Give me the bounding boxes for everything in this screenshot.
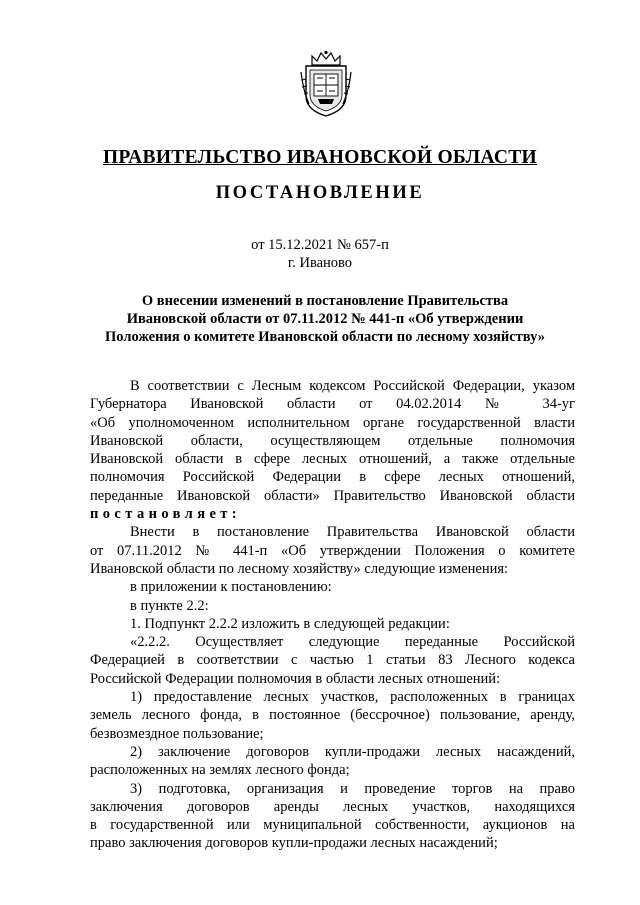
document-date-number: от 15.12.2021 № 657-п	[251, 237, 389, 253]
document-city: г. Иваново	[287, 255, 353, 271]
body-line: переданные Ивановской области» Правительство Ивановской области	[90, 487, 575, 504]
document-body	[90, 377, 575, 853]
subject-line: О внесении изменений в постановление Правительства	[141, 293, 509, 309]
body-line: 3) подготовка, организация и проведение торгов на право	[130, 780, 575, 797]
body-line: в государственной или муниципальной собственности, аукционов на	[90, 817, 575, 834]
body-line: расположенных на землях лесного фонда;	[90, 762, 350, 779]
document-type: ПОСТАНОВЛЕНИЕ	[215, 183, 425, 203]
body-line: Федерацией в соответствии с частью 1 статьи 83 Лесного кодекса	[90, 652, 575, 669]
coat-of-arms-icon	[299, 50, 353, 118]
body-line: полномочия Российской Федерации в сфере лесных отношений,	[90, 469, 575, 486]
body-line: земель лесного фонда, в постоянное (бессрочное) пользование, аренду,	[90, 707, 575, 724]
government-title: ПРАВИТЕЛЬСТВО ИВАНОВСКОЙ ОБЛАСТИ	[102, 147, 538, 168]
body-line: 2) заключение договоров купли-продажи лесных насаждений,	[130, 743, 575, 760]
body-line: «Об уполномоченном исполнительном органе государственной власти	[90, 414, 575, 431]
body-line: в пункте 2.2:	[130, 597, 209, 614]
subject-line: Положения о комитете Ивановской области по лесному хозяйству»	[104, 329, 545, 345]
body-line: В соответствии с Лесным кодексом Российской Федерации, указом	[130, 378, 575, 394]
body-line: 1) предоставление лесных участков, расположенных в границах	[130, 689, 575, 706]
body-line: Ивановской области по лесному хозяйству» следующие изменения:	[90, 560, 509, 577]
body-line: Ивановской области в сфере лесных отношений, а также отдельные	[90, 451, 575, 468]
body-line: Ивановской области, осуществляющем отдельные полномочия	[90, 432, 575, 449]
body-line: Российской Федерации полномочия в области лесных отношений:	[90, 670, 501, 687]
decree-word: постановляет:	[90, 506, 242, 523]
body-line: в приложении к постановлению:	[130, 579, 332, 596]
body-line: Внести в постановление Правительства Ивановской области	[130, 524, 575, 541]
body-line: Губернатора Ивановской области от 04.02.2014 № 34-уг	[90, 396, 575, 413]
body-line: заключения договоров аренды лесных участков, находящихся	[90, 798, 575, 815]
body-line: «2.2.2. Осуществляет следующие переданные Российской	[130, 634, 575, 651]
body-line: от 07.11.2012 № 441-п «Об утверждении Положения о комитете	[90, 542, 575, 559]
body-line: безвозмездное пользование;	[90, 725, 264, 742]
body-line: право заключения договоров купли-продажи лесных насаждений;	[90, 835, 498, 852]
subject-line: Ивановской области от 07.11.2012 № 441-п «Об утверждении	[126, 311, 524, 327]
body-line: 1. Подпункт 2.2.2 изложить в следующей редакции:	[130, 615, 450, 632]
document-subject	[90, 292, 560, 346]
